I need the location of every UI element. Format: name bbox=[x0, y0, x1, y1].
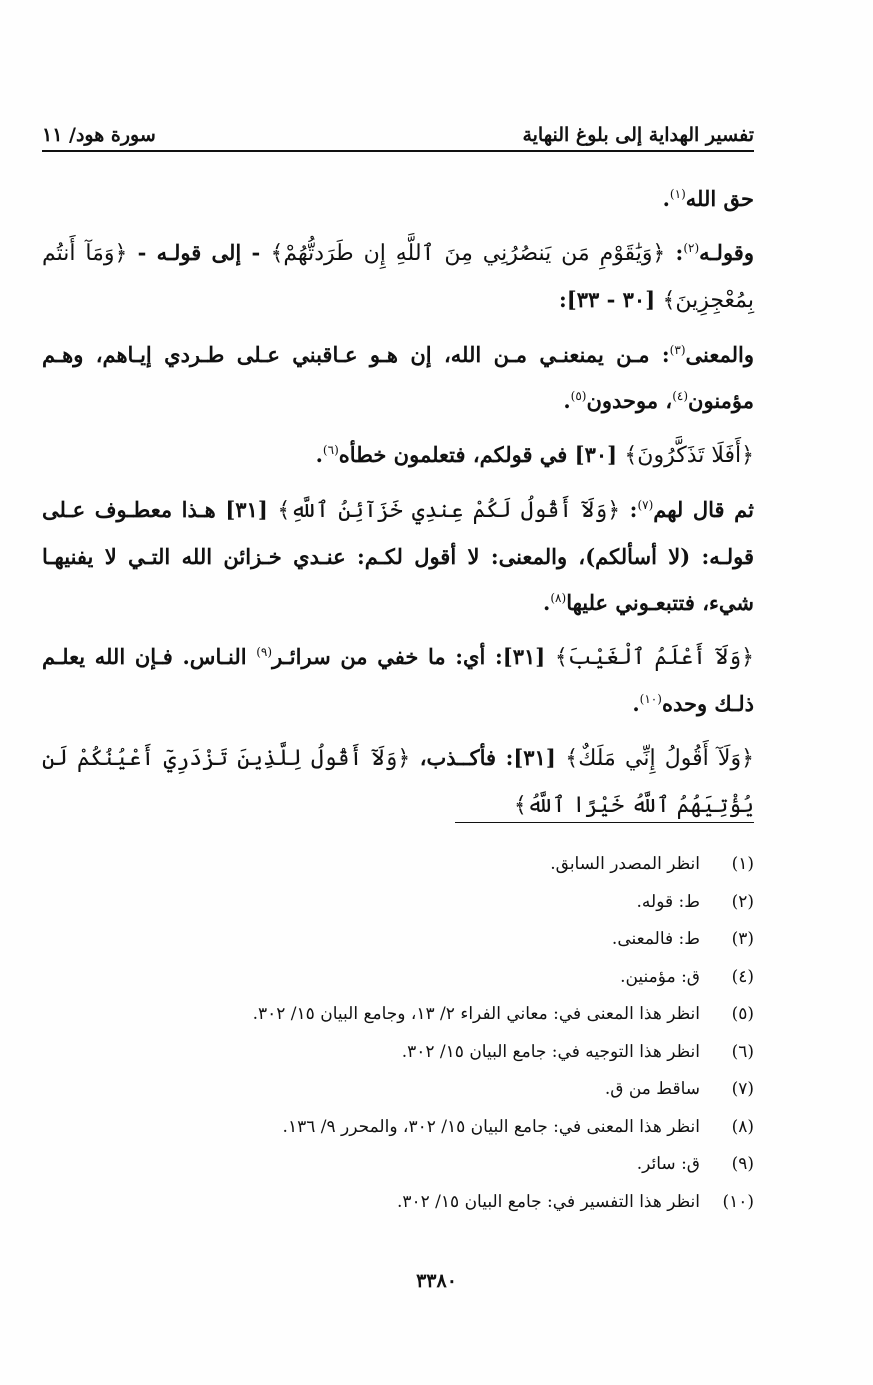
text: . bbox=[563, 388, 571, 413]
footnote-number: (٧) bbox=[731, 1079, 754, 1099]
paragraph-1 bbox=[42, 176, 754, 222]
footnote-text: ط: قوله. bbox=[636, 891, 700, 912]
paragraph-2 bbox=[42, 230, 754, 324]
footnote-item bbox=[42, 1034, 754, 1072]
footnote-number: (٩) bbox=[731, 1154, 754, 1174]
verse-ref: [٣١] bbox=[502, 644, 555, 669]
text: : أي: ما خفي من سرائـر bbox=[272, 644, 503, 669]
text: : bbox=[620, 497, 638, 522]
footnote-ref: (٤) bbox=[672, 389, 689, 403]
paragraph-5 bbox=[42, 487, 754, 626]
running-head bbox=[42, 112, 754, 146]
footnote-number: (٤) bbox=[731, 966, 754, 987]
text: - إلى قولـه - bbox=[127, 240, 271, 265]
footnote-ref: (٩) bbox=[256, 645, 273, 659]
text: . bbox=[315, 442, 323, 467]
quran-verse: ﴿وَلَآ أَعْلَمُ ٱلْغَيْبَ﴾ bbox=[554, 645, 755, 670]
paragraph-6 bbox=[42, 634, 754, 727]
quran-verse: ﴿وَلَآ أَقُولُ إِنِّي مَلَكٌ﴾ bbox=[565, 746, 754, 771]
footnote-ref: (٧) bbox=[637, 498, 654, 512]
text: . bbox=[632, 691, 640, 716]
quran-verse: ﴿وَمَآ أَنتُم بِمُعْجِزِينَ﴾ bbox=[42, 241, 754, 313]
text: هـذا معطـوف عـلى قولـه: (لا أسألكم)، والمعنى: لا أقول لكـم: عنـدي خـزائن الله التـي لا يفنيهـا شيء، فتتبعـوني عليها bbox=[42, 497, 754, 615]
footnote-ref: (٦) bbox=[322, 443, 339, 457]
footnote-item bbox=[42, 1071, 754, 1109]
footnote-ref: (١) bbox=[669, 187, 686, 201]
verse-ref: [٣١] bbox=[215, 497, 278, 522]
text: وقولـه bbox=[699, 240, 754, 265]
footnotes bbox=[42, 846, 754, 1221]
footnote-number: (٦) bbox=[731, 1041, 754, 1062]
header-rule bbox=[42, 150, 754, 152]
page-number: ٣٣٨٠ bbox=[416, 1270, 457, 1292]
quran-verse: ﴿أَفَلَا تَذَكَّرُونَ﴾ bbox=[624, 443, 754, 468]
footnote-item bbox=[42, 846, 754, 884]
text: . bbox=[662, 186, 670, 211]
paragraph-7 bbox=[42, 735, 754, 829]
footnote-number: (١) bbox=[731, 854, 754, 874]
footnote-text: ساقط من ق. bbox=[604, 1079, 700, 1099]
footnote-ref: (٢) bbox=[683, 241, 700, 255]
footnote-text: ط: فالمعنى. bbox=[611, 929, 700, 949]
text: النـاس. فـإن الله يعلـم ذلـك وحده bbox=[42, 644, 754, 716]
footnote-text: ق: مؤمنين. bbox=[620, 966, 700, 987]
verse-ref: [٣٠] bbox=[567, 442, 625, 467]
quran-verse: ﴿وَلَآ أَقُولُ لَكُمْ عِندِي خَزَآئِنُ ٱللَّهِ﴾ bbox=[277, 498, 621, 523]
text: ثم قال لهم bbox=[653, 497, 754, 522]
text: : مـن يمنعنـي مـن الله، إن هـو عـاقبني عـلى طـردي إيـاهم، وهـم مؤمنون bbox=[42, 342, 754, 413]
footnote-text: انظر هذا المعنى في: معاني الفراء ٢/ ١٣، وجامع البيان ١٥/ ٣٠٢. bbox=[252, 1004, 700, 1024]
text: [٣٠ - ٣٣]: bbox=[559, 287, 663, 312]
footnote-text: انظر هذا التوجيه في: جامع البيان ١٥/ ٣٠٢. bbox=[401, 1041, 700, 1062]
quran-verse: ﴿وَيَٰقَوْمِ مَن يَنصُرُنِي مِنَ ٱللَّهِ إِن طَرَدتُّهُمْ﴾ bbox=[270, 241, 666, 266]
footnote-item bbox=[42, 996, 754, 1034]
surah-label: سورة هود/ ١١ bbox=[42, 124, 156, 146]
footnote-text: انظر هذا التفسير في: جامع البيان ١٥/ ٣٠٢. bbox=[396, 1191, 700, 1212]
paragraph-4 bbox=[42, 432, 754, 479]
footnote-number: (١٠) bbox=[722, 1191, 754, 1212]
text: . bbox=[543, 590, 551, 615]
footnote-item bbox=[42, 1184, 754, 1222]
verse-ref: [٣١] bbox=[513, 745, 566, 770]
footnote-number: (٥) bbox=[731, 1004, 754, 1024]
footnote-item bbox=[42, 884, 754, 922]
text: حق الله bbox=[685, 186, 754, 211]
footnote-text: انظر هذا المعنى في: جامع البيان ١٥/ ٣٠٢، والمحرر ٩/ ١٣٦. bbox=[282, 1116, 700, 1137]
footnote-item bbox=[42, 1146, 754, 1184]
footnote-number: (٣) bbox=[731, 929, 754, 949]
footnote-item bbox=[42, 959, 754, 997]
footnote-item bbox=[42, 921, 754, 959]
text: : فأكــذب، bbox=[410, 745, 514, 770]
footnote-number: (٢) bbox=[731, 891, 754, 912]
footnote-ref: (٣) bbox=[669, 343, 686, 357]
footnote-text: ق: سائر. bbox=[636, 1154, 700, 1174]
text: والمعنى bbox=[685, 342, 754, 367]
book-title: تفسير الهداية إلى بلوغ النهاية bbox=[522, 124, 754, 146]
paragraph-3 bbox=[42, 332, 754, 424]
text: : bbox=[665, 240, 684, 265]
footnote-separator bbox=[455, 822, 754, 823]
quran-verse: ﴿وَلَآ أَقُولُ لِلَّذِينَ تَزْدَرِيٓ أَعْيُنُكُمْ لَن يُؤْتِيَهُمُ ٱللَّهُ خَيْرًا ٱللَّهُ﴾ bbox=[42, 746, 754, 818]
footnote-text: انظر المصدر السابق. bbox=[550, 854, 700, 874]
footnote-ref: (١٠) bbox=[639, 692, 662, 706]
footnote-ref: (٥) bbox=[570, 389, 587, 403]
footnote-number: (٨) bbox=[731, 1116, 754, 1137]
text: في قولكم، فتعلمون خطأه bbox=[338, 442, 568, 467]
footnote-item bbox=[42, 1109, 754, 1147]
body-text bbox=[42, 176, 754, 829]
text: ، موحدون bbox=[586, 388, 673, 413]
footnote-ref: (٨) bbox=[550, 591, 567, 605]
